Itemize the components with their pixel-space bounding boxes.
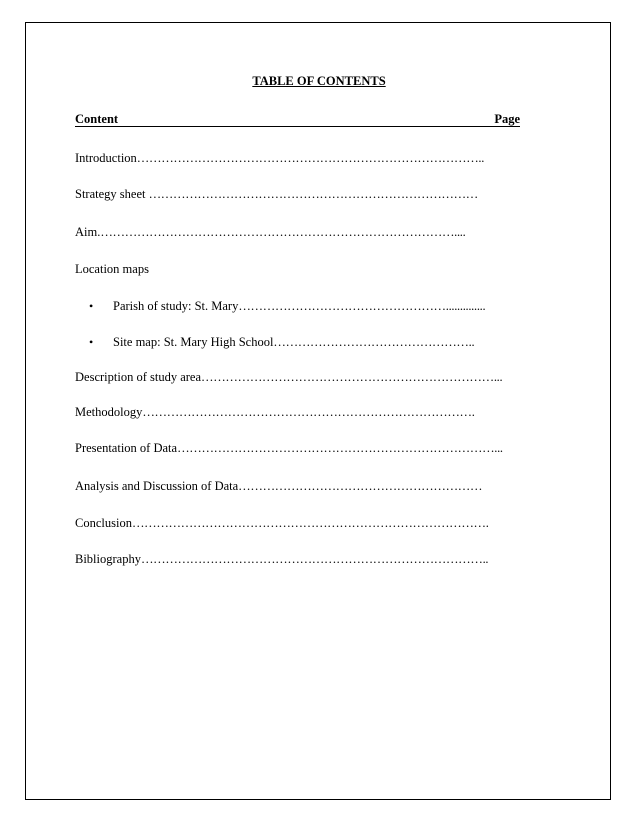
toc-entry-leader: ……………………………………………………: [238, 479, 483, 493]
toc-entry-leader: ……………………………………………………………………...: [177, 441, 503, 455]
toc-entry-site-map[interactable]: [89, 334, 474, 350]
toc-entry-label: Methodology: [75, 405, 143, 419]
toc-entry-label: Conclusion: [75, 516, 132, 530]
toc-header-row: [75, 112, 520, 127]
toc-entry-leader: …………………………………………..: [273, 335, 475, 349]
bullet-icon: •: [89, 299, 94, 313]
toc-entry-aim[interactable]: [75, 224, 465, 240]
toc-entry-label: Bibliography: [75, 552, 141, 566]
toc-entry-leader: ………………………………………………………………...: [201, 370, 503, 384]
toc-entry-label: Parish of study: St. Mary: [113, 299, 239, 313]
toc-entry-location-maps[interactable]: [75, 261, 149, 277]
toc-entry-presentation-of-data[interactable]: [75, 440, 503, 456]
toc-entry-label: Aim.: [75, 225, 101, 239]
document-title: TABLE OF CONTENTS: [252, 74, 386, 88]
bullet-icon: •: [89, 335, 94, 349]
toc-entry-introduction[interactable]: [75, 150, 484, 166]
toc-entry-label: Location maps: [75, 262, 149, 276]
toc-entry-leader: …………………………………………………………………………….: [131, 516, 489, 530]
toc-entry-conclusion[interactable]: [75, 515, 489, 531]
toc-entry-leader: ……………………………………………………………………………....: [100, 225, 466, 239]
toc-entry-leader: ……………………………………………..............: [238, 299, 486, 313]
page-column-label: Page: [494, 112, 520, 126]
toc-entry-leader: …………………………………………………………………………..: [136, 151, 485, 165]
toc-entry-methodology[interactable]: [75, 404, 475, 420]
toc-entry-analysis-and-discussion[interactable]: [75, 478, 482, 494]
content-column-label: Content: [75, 112, 119, 126]
toc-entry-leader: …………………………………………………………………………..: [140, 552, 489, 566]
toc-entry-label: Introduction: [75, 151, 137, 165]
toc-entry-label: Presentation of Data: [75, 441, 178, 455]
toc-entry-label: Site map: St. Mary High School: [113, 335, 274, 349]
toc-entry-leader: ………………………………………………………………………: [148, 187, 478, 201]
toc-entry-description-of-study-area[interactable]: [75, 369, 502, 385]
toc-entry-bibliography[interactable]: [75, 551, 488, 567]
toc-entry-label: Description of study area: [75, 370, 202, 384]
toc-entry-strategy-sheet[interactable]: [75, 186, 478, 202]
toc-entry-label: Strategy sheet: [75, 187, 149, 201]
toc-entry-label: Analysis and Discussion of Data: [75, 479, 239, 493]
toc-entry-leader: ……………………………………………………………………….: [142, 405, 475, 419]
toc-entry-parish-of-study[interactable]: [89, 298, 485, 314]
